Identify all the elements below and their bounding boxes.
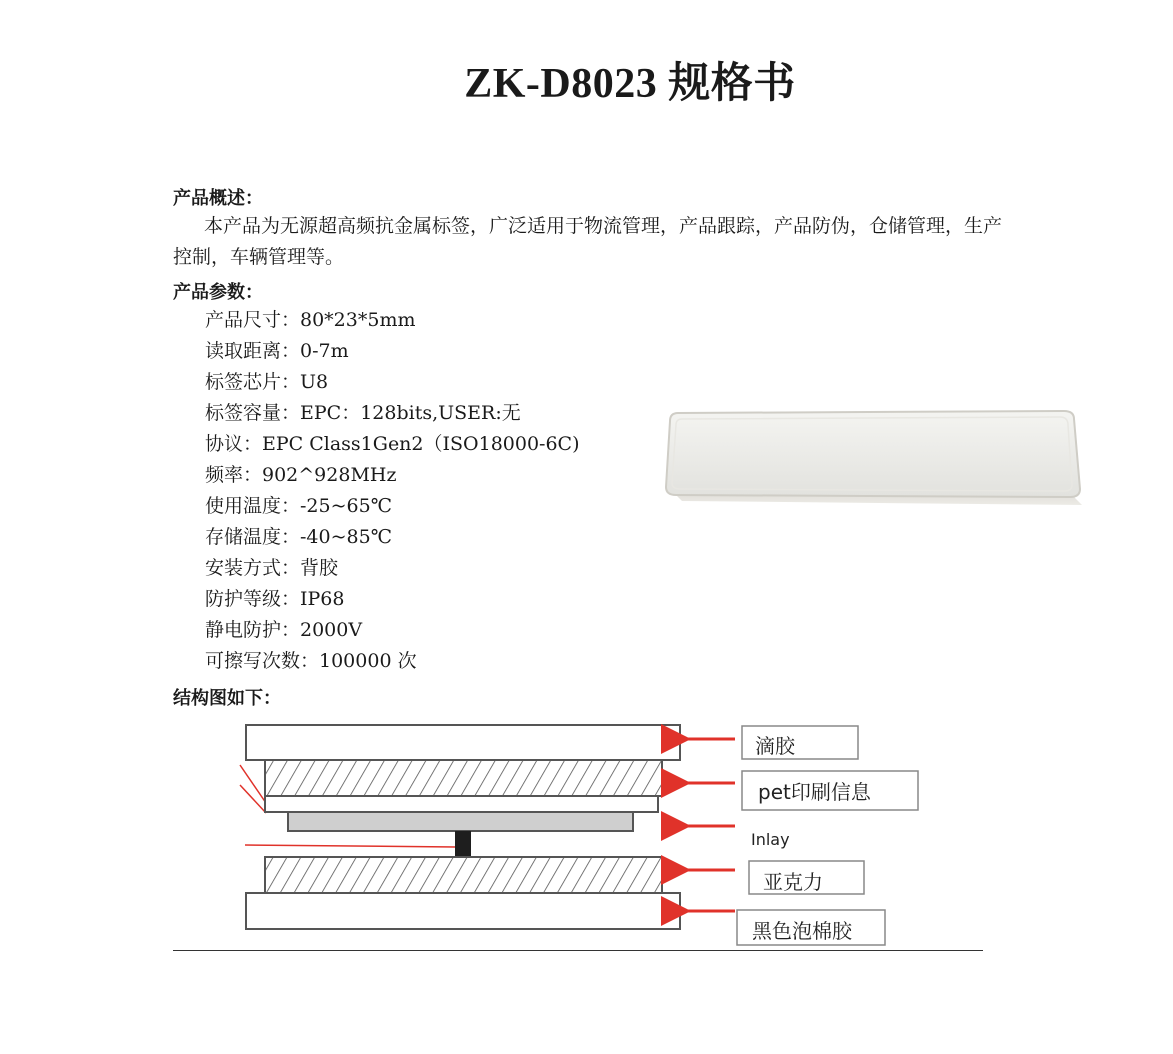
layer-pet: [265, 796, 658, 812]
spec-item-ip-rating: 防护等级：IP68: [205, 588, 345, 610]
layer-acrylic: [265, 857, 662, 893]
red-wire-2: [240, 785, 266, 813]
label-pet: pet印刷信息: [758, 780, 871, 804]
spec-item-mounting: 安装方式：背胶: [205, 557, 339, 579]
overview-paragraph: 本产品为无源超高频抗金属标签，广泛适用于物流管理，产品跟踪，产品防伪，仓储管理，生产控制，车辆管理等。: [173, 215, 1003, 268]
spec-item-esd: 静电防护：2000V: [205, 619, 363, 641]
spec-item-storage-temp: 存储温度：-40~85℃: [205, 526, 392, 548]
layer-pet-hatched: [265, 760, 662, 796]
red-wire-1: [240, 765, 266, 803]
chip: [455, 831, 471, 857]
label-inlay: Inlay: [751, 830, 790, 849]
page-title: ZK-D8023 规格书: [464, 61, 796, 107]
product-photo: [664, 405, 1084, 513]
spec-item-operating-temp: 使用温度：-25~65℃: [205, 495, 392, 517]
footer-divider: [173, 950, 983, 951]
label-foam: 黑色泡棉胶: [752, 919, 852, 943]
spec-item-protocol: 协议：EPC Class1Gen2（ISO18000-6C): [205, 433, 580, 455]
spec-item-read-range: 读取距离：0-7m: [205, 340, 349, 362]
structure-heading: 结构图如下：: [173, 688, 281, 709]
structure-diagram: [230, 715, 930, 950]
layer-foam: [246, 893, 680, 929]
spec-item-frequency: 频率：902^928MHz: [205, 464, 397, 486]
layer-epoxy: [246, 725, 680, 760]
red-wire-3: [245, 845, 456, 847]
overview-heading: 产品概述：: [173, 188, 263, 209]
spec-item-rewrite-cycles: 可擦写次数：100000 次: [205, 650, 417, 672]
spec-item-size: 产品尺寸：80*23*5mm: [205, 309, 416, 331]
layer-inlay: [288, 812, 633, 831]
label-epoxy: 滴胶: [755, 734, 795, 758]
label-acrylic: 亚克力: [763, 870, 823, 894]
overview-text: [173, 211, 1013, 273]
spec-item-capacity: 标签容量：EPC：128bits,USER:无: [205, 402, 521, 424]
spec-item-chip: 标签芯片：U8: [205, 371, 329, 393]
params-heading: 产品参数：: [173, 282, 263, 303]
